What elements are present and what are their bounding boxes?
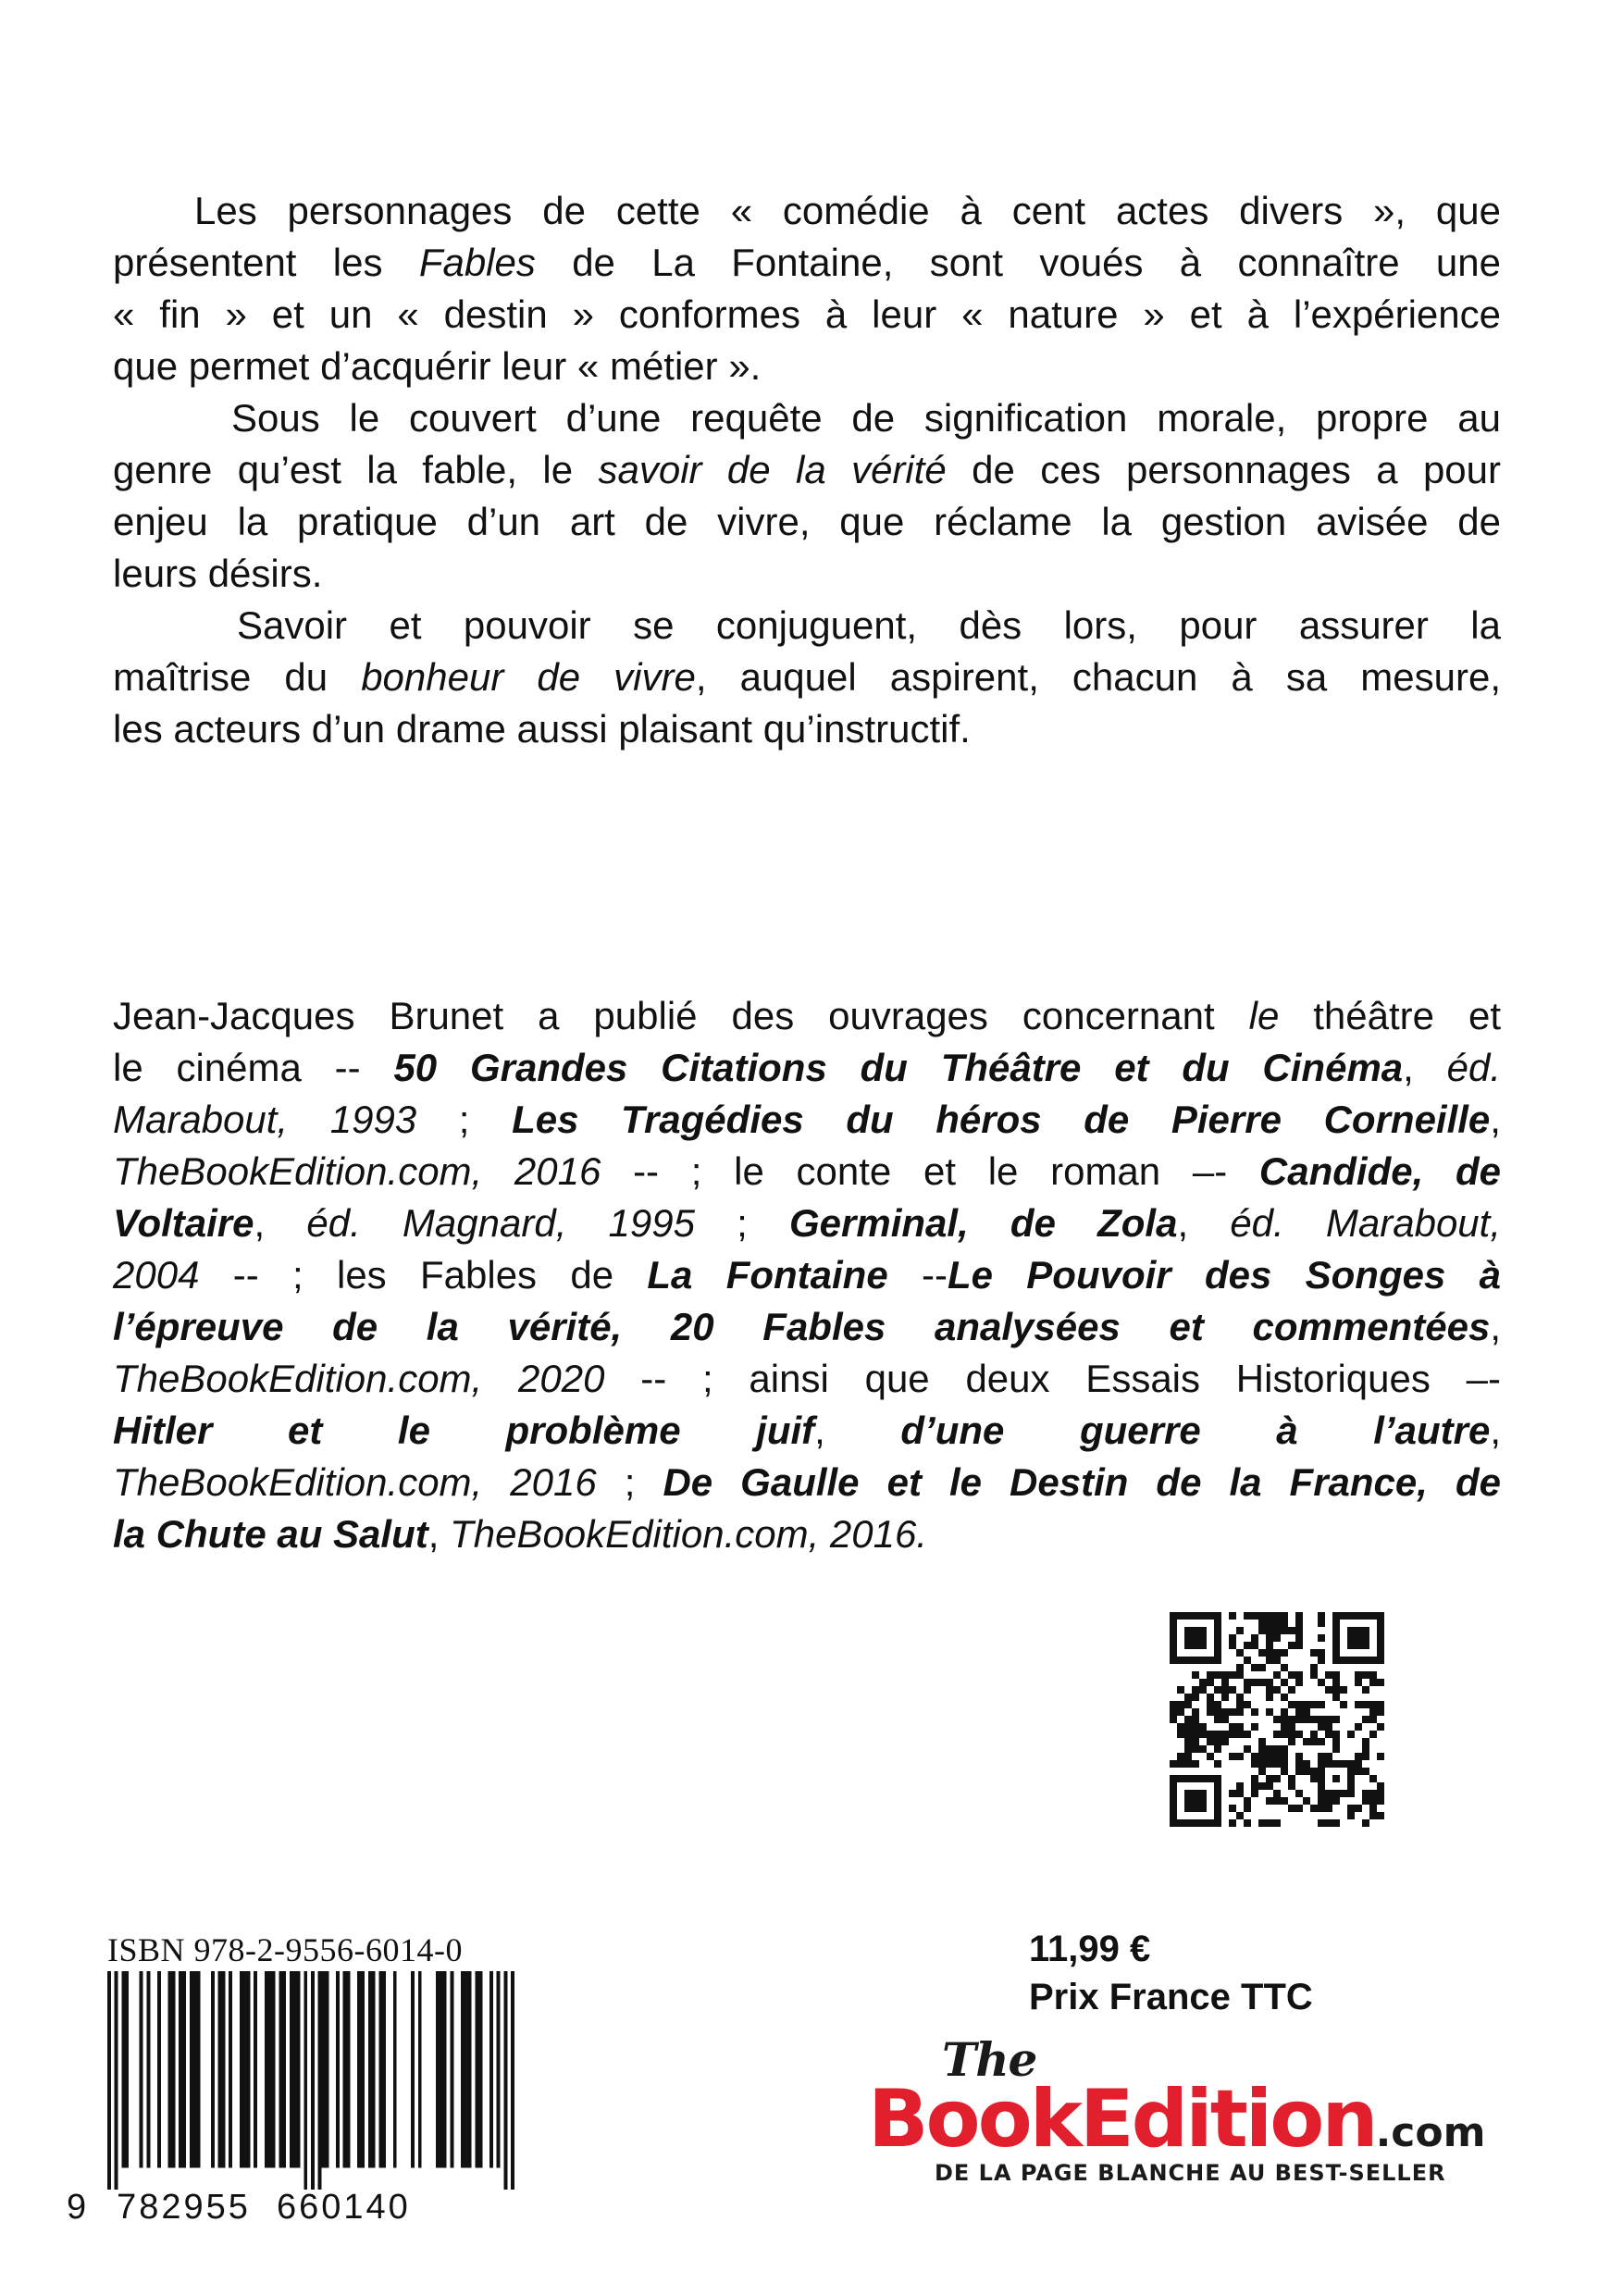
text-run: ; [596, 1460, 663, 1504]
text-run: Marabout, 1993 [113, 1098, 417, 1141]
text-run: d’une guerre à l’autre [900, 1409, 1491, 1452]
text-line [113, 990, 1501, 1042]
text-line [113, 1301, 1501, 1353]
text-run: savoir de la vérité [598, 448, 947, 491]
text-line [113, 1042, 1501, 1094]
text-line [113, 1146, 1501, 1198]
text-run: Savoir et pouvoir se conjuguent, dès lors, pour assurer la [237, 603, 1501, 647]
text-run: genre qu’est la fable, le [113, 448, 599, 491]
text-run: -- ; le conte et le roman –- [601, 1149, 1259, 1193]
text-run: , [1403, 1046, 1447, 1089]
logo-wordmark [868, 2073, 1485, 2166]
text-run: Les personnages de cette « comédie à cent actes divers », que [194, 189, 1501, 232]
text-run: Jean-Jacques Brunet a publié des ouvrages concernant [113, 994, 1249, 1037]
text-run: , [1490, 1305, 1501, 1348]
text-run: enjeu la pratique d’un art de vivre, que réclame la gestion avisée de [113, 500, 1501, 543]
text-line [113, 1094, 1501, 1146]
barcode-digit-first: 9 [67, 2188, 90, 2227]
text-run: TheBookEdition.com, 2020 [113, 1357, 605, 1400]
text-line [113, 600, 1501, 652]
text-run: Candide, de [1258, 1149, 1501, 1193]
text-line [113, 237, 1501, 289]
text-run: présentent les [113, 241, 419, 284]
intro-paragraph-2 [113, 392, 1501, 600]
barcode-digits-right: 660140 [276, 2188, 411, 2227]
price-block [1029, 1925, 1313, 2021]
text-run: Le Pouvoir des Songes à [947, 1253, 1501, 1297]
text-run: , [1177, 1201, 1231, 1245]
qr-code [1170, 1612, 1384, 1827]
text-run: bonheur de vivre [361, 655, 696, 699]
text-run: , [1490, 1409, 1501, 1452]
barcode-digits [67, 2188, 548, 2228]
text-run: de ces personnages a pour [946, 448, 1502, 491]
text-line [113, 1198, 1501, 1249]
text-run: Germinal, de Zola [789, 1201, 1178, 1245]
text-run: Sous le couvert d’une requête de signification morale, propre au [231, 396, 1501, 440]
text-line [113, 1405, 1501, 1457]
text-line [113, 1249, 1501, 1301]
text-run: , [1490, 1098, 1501, 1141]
text-run: ; [416, 1098, 513, 1141]
text-run: éd. [1446, 1046, 1502, 1089]
author-bio [113, 990, 1501, 1560]
text-line [113, 392, 1501, 444]
text-run: , [814, 1409, 901, 1452]
text-run: leurs désirs. [113, 552, 323, 595]
text-line [113, 548, 1501, 600]
logo-tagline: DE LA PAGE BLANCHE AU BEST-SELLER [935, 2160, 1446, 2186]
text-run: -- [887, 1253, 948, 1297]
text-run: , [427, 1512, 451, 1556]
logo-the: The [942, 2032, 1037, 2087]
text-run: éd. Magnard, 1995 [306, 1201, 695, 1245]
isbn-label: ISBN 978-2-9556-6014-0 [107, 1931, 463, 1968]
text-line [113, 1457, 1501, 1508]
isbn-barcode-block [67, 1925, 548, 2240]
publisher-logo [868, 2032, 1497, 2190]
text-run: ; [694, 1201, 790, 1245]
text-run: Hitler et le problème juif [113, 1409, 815, 1452]
text-run: le cinéma -- [113, 1046, 394, 1089]
logo-bookedition: BookEdition [868, 2073, 1376, 2166]
intro-paragraph-1 [113, 185, 1501, 392]
text-run: théâtre et [1279, 994, 1501, 1037]
text-run: TheBookEdition.com, 2016 [113, 1460, 597, 1504]
text-run: , auquel aspirent, chacun à sa mesure, [695, 655, 1501, 699]
text-run: « fin » et un « destin » conformes à leur « nature » et à l’expérience [113, 292, 1501, 336]
text-line [113, 1353, 1501, 1405]
text-line [113, 341, 1501, 392]
price-amount: 11,99 € [1029, 1929, 1151, 1969]
barcode-digits-left: 782955 [117, 2188, 251, 2227]
text-run: -- ; ainsi que deux Essais Historiques –- [604, 1357, 1502, 1400]
text-line [113, 703, 1501, 755]
text-run: la Chute au Salut [113, 1512, 428, 1556]
text-run: De Gaulle et le Destin de la France, de [663, 1460, 1501, 1504]
text-run: La Fontaine [647, 1253, 888, 1297]
text-run: TheBookEdition.com, 2016. [450, 1512, 928, 1556]
text-line [113, 496, 1501, 548]
text-run: 50 Grandes Citations du Théâtre et du Cinéma [393, 1046, 1404, 1089]
text-line [113, 185, 1501, 237]
intro-paragraph-3 [113, 600, 1501, 755]
text-run: Voltaire [113, 1201, 254, 1245]
text-run: de La Fontaine, sont voués à connaître une [535, 241, 1501, 284]
text-run: TheBookEdition.com, 2016 [113, 1149, 601, 1193]
text-line [113, 289, 1501, 341]
text-run: Les Tragédies du héros de Pierre Corneille [512, 1098, 1491, 1141]
text-run: -- ; les Fables de [199, 1253, 648, 1297]
text-run: l’épreuve de la vérité, 20 Fables analysées et commentées [113, 1305, 1491, 1348]
text-line [113, 1508, 1501, 1560]
text-run: , [254, 1201, 307, 1245]
text-run: maîtrise du [113, 655, 362, 699]
text-line [113, 444, 1501, 496]
text-run: que permet d’acquérir leur « métier ». [113, 344, 762, 388]
logo-dotcom: .com [1375, 2109, 1486, 2156]
text-run: le [1248, 994, 1280, 1037]
text-line [113, 652, 1501, 703]
price-note: Prix France TTC [1029, 1977, 1313, 2017]
text-run: Fables [418, 241, 536, 284]
barcode [107, 1971, 514, 2190]
text-run: éd. Marabout, [1230, 1201, 1501, 1245]
text-run: les acteurs d’un drame aussi plaisant qu’instructif. [113, 707, 971, 751]
text-run: 2004 [113, 1253, 200, 1297]
